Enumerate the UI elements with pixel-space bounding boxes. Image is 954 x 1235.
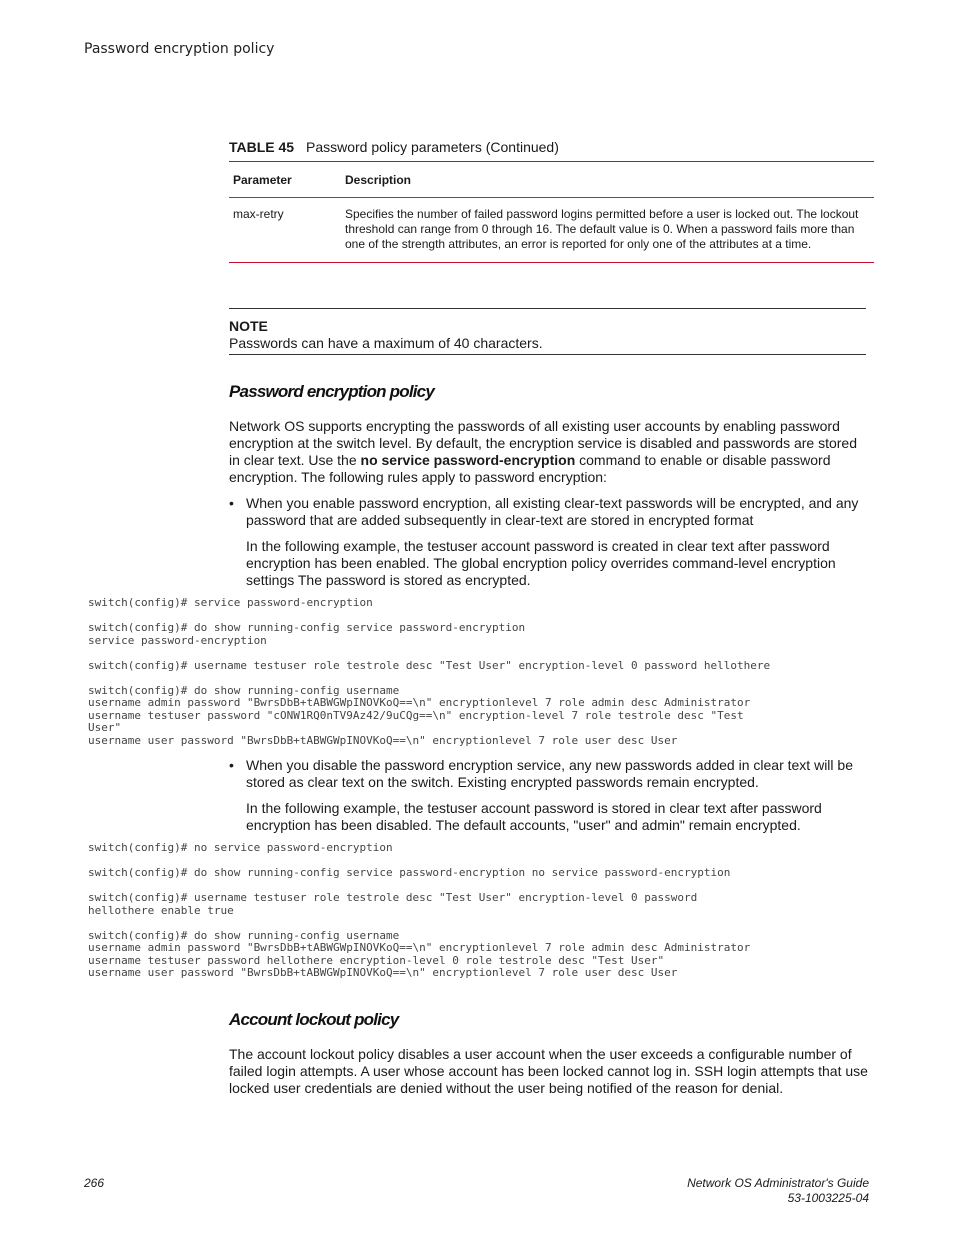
example-paragraph-enable: In the following example, the testuser account password is created in clear text after password encryption has been enabled. The global encryption policy overrides command-level encryption settings The password is stored as encrypted. xyxy=(246,538,836,588)
intro-text-after: command to enable or disable password encryption. The following rules apply to password encryption: xyxy=(229,452,831,485)
code-line: switch(config)# do show running-config service password-encryption xyxy=(88,621,526,634)
section-title-account-lockout: Account lockout policy xyxy=(229,1010,399,1029)
table-cell-parameter: max-retry xyxy=(229,198,341,263)
note-text: Passwords can have a maximum of 40 characters. xyxy=(229,335,543,351)
table-caption xyxy=(229,139,559,155)
table-number: TABLE 45 xyxy=(229,139,295,155)
table-row xyxy=(229,198,874,263)
intro-paragraph xyxy=(229,418,869,486)
note-label: NOTE xyxy=(229,318,268,334)
section-title-password-encryption: Password encryption policy xyxy=(229,382,434,401)
bullet-text: When you disable the password encryption service, any new passwords added in clear text will be stored as clear text on the switch. Existing encrypted passwords remain encrypted. xyxy=(246,757,853,790)
code-line: username admin password "BwrsDbB+tABWGWpINOVKoQ==\n" encryptionlevel 7 role admin desc Administrator xyxy=(88,941,751,954)
code-line: switch(config)# no service password-encryption xyxy=(88,841,393,854)
code-line: switch(config)# do show running-config username xyxy=(88,683,400,697)
code-line: switch(config)# do show running-config service password-encryption no service password-encryption xyxy=(88,866,731,879)
code-line: username admin password "BwrsDbB+tABWGWpINOVKoQ==\n" encryptionlevel 7 role admin desc Administrator xyxy=(88,696,751,709)
table-header-row xyxy=(229,162,874,198)
code-gap xyxy=(88,917,878,930)
bullet-dot: • xyxy=(229,757,234,773)
table-cell-description: Specifies the number of failed password logins permitted before a user is locked out. The lockout threshold can range from 0 through 16. The default value is 0. When a password fails more than one of the strength attributes, an error is reported for only one of the attributes at a time. xyxy=(341,198,874,263)
guide-title: Network OS Administrator's Guide xyxy=(687,1176,869,1190)
note-box xyxy=(229,308,866,355)
code-line: service password-encryption xyxy=(88,633,267,647)
code-line: switch(config)# username testuser role testrole desc "Test User" encryption-level 0 password xyxy=(88,891,698,904)
code-line: username testuser password "cONW1RQ0nTV9Az42/9uCQg==\n" encryption-level 7 role testrole desc "Test xyxy=(88,708,744,722)
bullet-text: When you enable password encryption, all existing clear-text passwords will be encrypted, and any password that are added subsequently in clear-text are stored in encrypted format xyxy=(246,495,859,528)
code-block-disable xyxy=(88,842,878,980)
code-line: hellothere enable true xyxy=(88,903,234,917)
code-gap xyxy=(88,647,878,660)
column-header-parameter: Parameter xyxy=(229,162,341,198)
bullet-item-enable xyxy=(229,495,869,529)
example-paragraph-disable: In the following example, the testuser account password is stored in clear text after password encryption has been disabled. The default accounts, "user" and admin" remain encrypted. xyxy=(246,800,822,833)
code-line: User" xyxy=(88,721,122,734)
bullet-item-disable xyxy=(229,757,869,791)
code-line: switch(config)# username testuser role testrole desc "Test User" encryption-level 0 password hellothere xyxy=(88,658,771,672)
code-gap xyxy=(88,672,878,685)
code-line: switch(config)# do show running-config username xyxy=(88,928,400,942)
column-header-description: Description xyxy=(341,162,874,198)
code-line: username user password "BwrsDbB+tABWGWpINOVKoQ==\n" encryptionlevel 7 role user desc User xyxy=(88,966,678,979)
code-line: username testuser password hellothere encryption-level 0 role testrole desc "Test User" xyxy=(88,953,665,967)
code-line: switch(config)# service password-encryption xyxy=(88,596,373,609)
page-number: 266 xyxy=(84,1176,105,1190)
code-line: username user password "BwrsDbB+tABWGWpINOVKoQ==\n" encryptionlevel 7 role user desc User xyxy=(88,733,678,747)
intro-command: no service password-encryption xyxy=(360,452,576,468)
password-policy-table xyxy=(229,161,874,263)
bullet-dot: • xyxy=(229,495,234,511)
footer-doc-info xyxy=(687,1176,869,1206)
lockout-paragraph: The account lockout policy disables a user account when the user exceeds a configurable number of failed login attempts. A user whose account has been locked cannot log in. SSH login attempts that use locked user credentials are denied without the user being notified of the reason for denial. xyxy=(229,1046,868,1096)
table-caption-text: Password policy parameters (Continued) xyxy=(305,139,559,155)
intro-text-before: Network OS supports encrypting the passwords of all existing user accounts by enabling password encryption at the switch level. By default, the encryption service is disabled and passwords are stored in clear text. Use the xyxy=(229,418,857,468)
doc-number: 53-1003225-04 xyxy=(787,1191,869,1205)
code-block-enable xyxy=(88,597,878,747)
running-header: Password encryption policy xyxy=(84,41,275,57)
